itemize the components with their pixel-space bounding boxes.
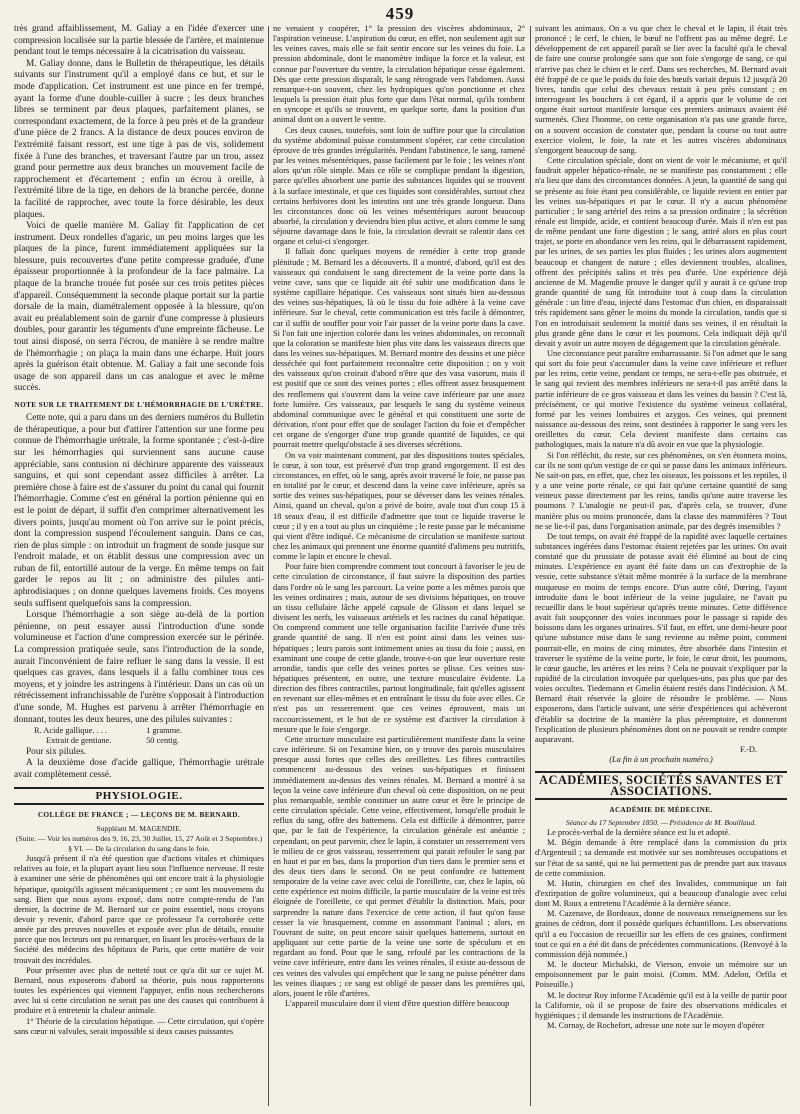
paragraph: Cette note, qui a paru dans un des derniers numéros du Bulletin de thérapeutique, a pour but d'attirer l'attention sur une forme peu connue de l'hémorrhagie urétrale, la forme spontanée ; c'est-à-dire sur les hémorrhagies qui surviennent sans aucune cause appréciable, sans contusion ni déchirure apparente des vaisseaux sanguins, et qui sont cependant assez difficiles à arrêter. La première chose à faire est de s'assurer du point du canal qui fournit l'hémorrhagie. Comme c'est en général la portion pénienne qui en est le point de départ, il suffit d'en comprimer alternativement les divers points, jusqu'au moment où l'on arrive sur le point précis, dont la compression suspend l'écoulement sanguin. Dans ce cas, rien de plus simple : on introduit un fragment de sonde jusque sur l'endroit malade, et on établit dessus une compression avec un ruban de fil, entortillé autour de la verge. En même temps on fait garder le repos au lit ; on administre des pilules anti-aphrodisiaques ; on donne quelques lavemens froids. Ces moyens seuls suffisent quelquefois sans la compression. [14, 413, 264, 609]
section-title-physiologie: PHYSIOLOGIE. [14, 787, 264, 805]
course-section: § VI. — De la circulation du sang dans le foie. [68, 843, 210, 853]
paragraph: M. Galiay donne, dans le Bulletin de thérapeutique, les détails suivants sur l'instrument qu'il a employé dans ce but, et sur le mode d'application. Cet instrument est une pince en fer trempé, ayant la forme d'une double-cuiller à sucre ; les deux branches libres se terminent par deux plaques, parfaitement planes, se correspondant exactement, de la force à peu près et de la grandeur d'une pièce de 2 francs. A la distance de deux pouces environ de l'extrémité faisant ressort, est une tige à pas de vis, solidement fixée à l'une des branches, et traversant l'autre par un trou, assez grand pour permettre aux deux branches un mouvement facile de rapprochement et d'écartement ; enfin un écrou à oreille, à l'extrémité libre de la tige, en dehors de la branche percée, donne la facilité de rapprocher, avec toute la force désirable, les deux plaques. [14, 58, 264, 220]
paragraph: Le procès-verbal de la dernière séance est lu et adopté. [547, 828, 731, 838]
column-2 [273, 24, 525, 1106]
paragraph: Pour présenter avec plus de netteté tout ce qu'a dit sur ce sujet M. Bernard, nous exposerons d'abord sa théorie, puis nous rapporterons toutes les expériences qui viennent l'appuyer, enfin nous rechercherons avec lui si cette circulation ne serait pas une des causes qui contribuent à produire et à entretenir la chaleur animale. [14, 965, 264, 1016]
paragraph: 1° Théorie de la circulation hépatique. — Cette circulation, qui s'opère sans cœur ni valvules, serait impossible si deux causes puissantes [14, 1016, 264, 1036]
paragraph: Pour faire bien comprendre comment tout concourt à favoriser le jeu de cette circulation de circonstance, il faut suivre la disposition des parties dans l'ordre où le sang les parcourt. La veine porte a les mêmes parois que les veines ordinaires ; mais, autour de ses divisions hépatiques, on trouve un tissu cellulaire lâche appelé capsule de Glisson et dans lequel se divisent les nerfs, les vaisseaux artériels et les racines du canal hépatique. On comprend comment une telle organisation facilite l'arrivée d'une très grande quantité de sang. Il n'en est point ainsi dans les veines sus-hépatiques ; leurs parois sont intimement unies au tissu du foie ; aussi, en examinant une coupe de cette glande, trouve-t-on que leur ouverture reste arrondie, tandis que celle des veines portes se plisse. Ces veines sus-hépatiques présentent, en outre, une texture musculaire évidente. La direction des fibres contractiles, partout longitudinale, fait qu'elles agissent en revenant sur elles-mêmes et en entraînant le tissu du foie avec elles. Ce n'est pas un resserrement que ces veines éprouvent, mais un raccourcissement, et le but de ce système est d'activer la circulation à mesure que le foie s'engorge. [273, 562, 525, 734]
paragraph: M. Cornay, de Rochefort, adresse une note sur le moyen d'opérer [547, 1021, 765, 1030]
paragraph: Jusqu'à présent il n'a été question que d'actions vitales et chimiques relatives au foie, et la plupart ayant lieu sous l'influence nerveuse. Il reste à examiner une série de phénomènes qui ont encore trait à la physiologie hépatique, quoiqu'ils agissent mécaniquement ; ce sont les mouvemens du sang. Bien que nous ayons exposé, dans notre compte-rendu de l'an dernier, la doctrine de M. Bernard sur ce point essentiel, nous croyons devoir y revenir, d'abord parce que ce professeur l'a corroborée cette année par des preuves nouvelles et exposée avec plus de détails, ensuite parce que nos lecteurs ont pu remarquer, en lisant les procès-verbaux de la Société des médecins des hôpitaux de Paris, que cette matière de voir trouvait des incrédules. [14, 854, 264, 965]
paragraph: Cette structure musculaire est particulièrement manifeste dans la veine cave inférieure. Si on l'examine bien, on y trouve des parois musculaires presque aussi fortes que celles des oreillettes. Les fibres contractiles commencent au-dessous des veines sus-hépatiques et finissent immédiatement au-dessus des veines rénales. M. Bernard a montré à sa leçon la veine cave inférieure d'un cheval où cette disposition, on ne peut plus remarquable, semble constituer un autre cœur et être le principe de cette circulation spéciale. Cette veine, effectivement, lorsqu'elle produit le reflux du sang, offre des battemens. Cela est difficile à démontrer, parce que, par le fait de l'expérience, la circulation générale est anéantie ; cependant, on peut parvenir, chez le lapin, à constater un resserrement vers le milieu de ce gros vaisseau, resserrement qui parait refouler le sang par en haut et par en bas, dans la proportion d'un tiers dans le premier sens et des deux tiers dans le second. On ne peut confondre ce battement temporaire de la veine cave avec celui de l'oreillette, car, chez le lapin, où cette expérience est moins difficile, la partie musculaire de la veine est très éloignée de l'oreillette, ce qui permet d'établir la distinction. Mais, pour surprendre la nature dans l'exercice de cette action, il faut qu'on fasse cesser la vie brusquement, comme en assommant l'animal ; alors, en l'ouvrant de suite, on peut encore saisir quelques battemens, surtout en appliquant sur cette partie de la veine une sorte de spéculum et en regardant au fond. Pour que le sang, refoulé par les contractions de la veine cave inférieure, entre dans les veines rénales, il existe au-dessous de ces veines des valvules qui empêchent que le sang ne puisse pénétrer dans les veines iliaques ; ce sang est obligé de passer dans les premières qui, alors, jouent le rôle d'artères. [273, 734, 525, 998]
recipe-ingredient: R. Acide gallique. . . . [34, 726, 108, 736]
paragraph: L'appareil musculaire dont il vient d'être question diffère beaucoup [285, 999, 510, 1008]
paragraph: Ces deux causes, toutefois, sont loin de suffire pour que la circulation du système abdominal puisse constamment s'opérer, car cette circulation éprouve de très grandes irrégularités. Pendant l'abstinence, le sang, ramené par les veines mésentériques, passe facilement par le foie ; les veines n'ont alors qu'un rôle simple. Mais ce rôle se complique pendant la digestion, parce qu'elles absorbent une partie des substances liquides qui se trouvent à la surface intestinale, et que ces liquides sont considérables, surtout chez certains herbivores dont les intestins ont une très grande longueur. Dans les circonstances donc où les veines mésentériques auront beaucoup absorbé, la circulation y deviendra bien plus active, et alors comme le sang séjourne davantage dans le foie, la circulation devrait se ralentir dans cet organe et celui-ci s'engorger. [273, 125, 525, 247]
paragraph: Si l'on réfléchit, du reste, sur ces phénomènes, on s'en étonnera moins, car ils ne sont qu'un vestige de ce qui se passe dans les animaux inférieurs. Ne sait-on pas, en effet, que, chez les oiseaux, les poissons et les reptiles, il y a une veine porte rénale, ce qui fait qu'une certaine quantité de sang veineux passe directement par les reins, tandis qu'une autre traverse les poumons ? L'analogie ne peut-il pas, d'après cela, se trouver, d'une manière plus ou moins prononcée, dans la classe des mammifères ? Tout ne se lie-t-il pas, dans l'organisation animale, par des degrés insensibles ? [535, 450, 787, 531]
course-suite-note: (Suite. — Voir les numéros des 9, 16, 23, 30 Juillet, 15, 27 Août et 3 Septembre.) [15, 833, 263, 843]
paragraph: M. Cazenave, de Bordeaux, donne de nouveaux renseignemens sur les graines de cédron, dont il possède quelques échantillons. Les observations qu'il a eu l'occasion de recueillir sur les effets de ces graines, confirment tout ce qui en a été dit dans de précédentes communications. (Renvoyé à la commission déjà nommée.) [535, 909, 787, 959]
recipe-line [14, 736, 264, 746]
paragraph: Cette circulation spéciale, dont on vient de voir le mécanisme, et qu'il faudrait appeler hépatico-rénale, ne se manifeste pas constamment ; elle n'a lieu que dans des circonstances données. A jeun, la quantité de sang qui se présente au foie étant peu considérable, ce liquide revient en entier par les veines sus-hépatiques et par le cœur. Il n'y a aucun phénomène particulier ; le sang artériel des reins a sa pression ordinaire ; la sécrétion rénale est limpide, acide, et contient beaucoup d'urée. Mais il n'en est pas de même pendant une forte digestion ; le sang, attiré alors en plus court trajet, se porte en abondance vers les reins, qui le débarrassent rapidement, par les urines, de ses parties les plus fluides ; les urines alors augmentent beaucoup et changent de nature ; elles deviennent troubles, alcalines, offrent des précipités salins et très peu d'urée. Une expérience déjà ancienne de M. Magendie prouve le danger qu'il y aurait à ce qu'une trop grande quantité de sang fût introduite tout à coup dans la circulation générale : un litre d'eau, injecté dans l'estomac d'un chien, en disparaissait très rapidement sans gêner le moins du monde la circulation, tandis que si l'on en introduisait seulement la moitié dans ses veines, il en résultait la plus grande gêne dans le cœur et les poumons. Cela indiquait déjà qu'il devait y avoir un autre moyen de dégagement que la circulation générale. [535, 156, 787, 348]
paragraph: très grand affaiblissement, M. Galiay a en l'idée d'exercer une compression localisée sur la partie blessée de l'artère, et maintenue pendant tout le temps nécessaire à la cicatrisation du vaisseau. [14, 24, 264, 58]
paragraph: A la deuxième dose d'acide gallique, l'hémorrhagie urétrale avait complètement cessé. [14, 758, 264, 780]
paragraph: De tout temps, on avait été frappé de la rapidité avec laquelle certaines substances ingérées dans l'estomac étaient rejetées par les urines. On avait constaté que du prussiate de potasse avait été éliminé au bout de cinq minutes. L'expérience en ayant été faite dans un cas d'extrophie de la vessie, cette substance s'était même montrée à la surface de la membrane muqueuse en moins de temps encore. D'un autre côté, Dœring, l'ayant introduite dans le bout inférieur de la veine jugulaire, ne l'avait pu recueillir dans le bout supérieur qu'après trente minutes. Cette différence avait fait soupçonner des voies inconnues pour le passage si rapide des boissons dans les organes urinaires. S'il faut, en effet, une demi-heure pour qu'une substance mise dans le sang revienne au même point, comment pourrait-elle, en moins de cinq minutes, être absorbée dans l'intestin et traverser le système de la veine porte, le foie, le cœur droit, les poumons, le cœur gauche, les artères et les reins ? Cela ne pouvait s'expliquer par la rapidité de la circulation invoquée par quelques-uns, pas plus que par des voies occultes. Tiedemann et Gmelin étaient restés dans l'indécision. A M. Bernard était réservée la gloire de résoudre le problème. — Nous exposerons, dans l'article suivant, une série d'expériences qui achèveront d'établir sa doctrine de la manière la plus péremptoire, et donneront l'explication de plusieurs phénomènes dont on ne pouvait se rendre compte auparavant. [535, 531, 787, 744]
paragraph: ne venaient y coopérer, 1° la pression des viscères abdominaux, 2° l'aspiration veineuse. L'aspiration du cœur, en effet, non seulement agit sur les veines caves, mais elle se fait sentir encore sur les veines du foie. La pression abdominale, dont le manomètre indique la force et la valeur, est connue par l'ouverture du ventre, la circulation hépatique cesse également. Dès que cette pression disparaît, le sang rétrograde vers l'abdomen. Aussi remarque-t-on souvent, chez les hydropiques qu'on ponctionne et chez lesquels la pression était plus forte que dans l'état normal, qu'ils tombent en syncope et qu'ils se trouvent, en quelque sorte, dans la position d'un animal dont on a ouvert le ventre. [273, 24, 525, 125]
column-1 [14, 24, 264, 1106]
paragraph: M. Bégin demande à être remplacé dans la commission du prix d'Argenteuil ; sa demande est motivée sur ses nombreuses occupations et sur l'état de sa santé, qui ne lui permettent pas de prendre part aux travaux de cette commission. [535, 838, 787, 878]
note-title: NOTE SUR LE TRAITEMENT DE L'HÉMORRHAGIE DE L'URÈTRE. [14, 401, 264, 409]
recipe-tail: Pour six pilules. [26, 746, 87, 757]
recipe-quantity: 50 centig. [146, 736, 180, 746]
author-signature: F.-D. [739, 745, 757, 755]
to-be-continued: (La fin à un prochain numéro.) [609, 755, 713, 765]
paragraph: M. le docteur Michalski, de Vierson, envoie un mémoire sur un empoisonnement par le pain moisi. (Comm. MM. Adelon, Orfila et Poiseuille.) [535, 960, 787, 990]
page-number: 459 [385, 4, 415, 23]
recipe-quantity: 1 gramme. [146, 726, 182, 736]
paragraph: Il fallait donc quelques moyens de remédier à cette trop grande plénitude ; M. Bernard les a découverts. Il a montré, d'abord, qu'il est des vaisseaux qui conduisent le sang directement de la veine porte dans la veine cave, sans que ce liquide ait été subir une modification dans le système capillaire hépatique. Ces vaisseaux sont situés bien au-dessous des veines sus-hépatiques, là où le tissu du foie adhère à la veine cave inférieure. Sur le cheval, cette communication est très facile à démontrer, car il suffit de souffler pour voir l'air passer de la veine porte dans la cave. Si l'on fait une injection colorée dans les veines abdominales, on reconnaît que la coloration se manifeste bien plus vite dans les vaisseaux directs que dans les veines sus-hépatiques. M. Bernard montre des dessins et une pièce desséchée qui font parfaitement reconnaître cette disposition ; on y voit des vaisseaux qu'on croirait d'abord n'être que des vasa vasorum, mais il est positif que ce sont des veines portes ; elles offrent assez brusquement des renflemens qui s'ouvrent dans la veine cave inférieure par une assez forte lumière. Ces vaisseaux, par lesquels le sang du système veineux abdominal communique avec le général et qui constituent une sorte de dérivation, n'ont pour effet que de soulager l'action du foie et d'empêcher cet organe de s'engorger d'une trop grande quantité de liquides, ce qui pourrait mettre quelqu'obstacle à ses diverses sécrétions. [273, 247, 525, 450]
paragraph: M. le docteur Roy informe l'Académie qu'il est à la veille de partir pour la Californie, où il se propose de faire des observations médicales et hygiéniques ; il demande les instructions de l'Académie. [535, 990, 787, 1020]
column-divider [530, 26, 531, 1106]
academy-name: ACADÉMIE DE MÉDECINE. [609, 805, 713, 814]
column-3 [535, 24, 787, 1106]
paragraph: suivant les animaux. On a vu que chez le cheval et le lapin, il était très prononcé ; le cerf, le chien, le bœuf ne l'offrent pas au même degré. Le développement de cet appareil paraît se lier avec la faculté qu'a le cheval de faire une course prolongée sans que son foie s'engorge de sang, ce qui n'arrive pas chez le chien et le cerf. Dans ses recherches, M. Bernard avait été frappé de ce que le poids du foie des bœufs variait depuis 12 jusqu'à 20 livres, tandis que celui des chevaux restait à peu près constant ; en interrogeant les bouchers à cet égard, il a appris que le volume de cet organe était surtout manifeste lorsque ces premiers animaux avaient été surmenés. Chez l'homme, on cette organisation n'a pas une grande force, on a souvent occasion de constater que, pendant la course ou tout autre exercice violent, le foie, la rate et les autres viscères abdominaux s'engorgent beaucoup de sang. [535, 24, 787, 155]
course-subtitle: Suppléant M. MAGENDIE. [96, 823, 182, 833]
paragraph: Voici de quelle manière M. Galiay fit l'application de cet instrument. Deux rondelles d'agaric, un peu moins larges que les plaques de la pince, furent immédiatement appliquées sur la blessure, puis recouvertes d'une petite compresse graduée, d'une épaisseur proportionnée à la profondeur de la face palmaire. La plaque de la branche trouée fut posée sur ces trois petites pièces d'appareil. Conséquemment la seconde plaque portait sur la partie dorsale de la main, diamétralement opposée à la blessure, qu'on avait eu préalablement soin de garnir d'une compresse à plusieurs doubles, pour garantir les téguments d'une empreinte fâcheuse. Le tout ainsi disposé, on serra l'écrou, de manière à se rendre maître de l'hémorrhagie ; on plaça la main dans une écharpe. Huit jours après la guérison était obtenue. M. Galiay a fait une seconde fois usage de son appareil dans un cas analogue et avec le même succès. [14, 221, 264, 394]
paragraph: Lorsque l'hémorrhagie a son siège au-delà de la portion pénienne, on peut essayer aussi l'introduction d'une sonde volumineuse et l'action d'une compression exercée sur le périnée. La compression pratiquée seule, sans l'introduction de la sonde, aurait l'inconvénient de faire refluer le sang dans la vessie. Il est quelques cas graves, dans lesquels il a fallu combiner tous ces moyens, et y joindre les astringens à l'intérieur. Dans un cas où un rétrécissement infranchissable de l'urètre s'opposait à l'introduction d'une sonde, M. Hughes est parvenu à arrêter l'hémorrhagie en donnant, toutes les deux heures, une des pilules suivantes : [14, 610, 264, 725]
paragraph: Une circonstance peut paraître embarrassante. Si l'on admet que le sang qui sort du foie peut s'accumuler dans la veine cave inférieure et refluer par les reins, cette veine, pendant ce temps, ne sera-t-elle pas obstruée, et le sang qui revient des membres inférieurs ne sera-t-il pas arrêté dans la partie inférieure de ce gros vaisseau et dans les veines du bassin ? C'est là, précisément, ce qui motive l'existence du système veineux collatéral, formé par les veines lombaires et azygos. Ces veines, qui prennent naissance au-dessous des reins, sont destinées à rapporter le sang vers les oreillettes du cœur. Cela devient manifeste dans certains cas pathologiques, mais la nature n'a dû avoir en vue que la physiologie. [535, 349, 787, 450]
recipe-ingredient: Extrait de gentiane. [46, 736, 112, 746]
paragraph: On va voir maintenant comment, par des dispositions toutes spéciales, le cœur, à son tour, est préservé d'un trop grand engorgement. Il est des circonstances, en effet, où le sang, après avoir traversé le foie, ne passe pas en totalité par le cœur, et descend dans la veine cave inférieure, après sa sortie des veines sus-hépatiques, pour se déverser dans les veines rénales. Ainsi, quand un cheval, qu'on a privé de boire, avale tout d'un coup 15 à 18 seaux d'eau, il est difficile d'admettre que tout ce liquide traverse le cœur ; il y en a tout au plus un cinquième ; le reste passe par le mécanisme qui vient d'être indiqué. Ce mécanisme de circulation se manifeste surtout chez les animaux qui prennent une énorme quantité d'alimens peu nutritifs, comme le lapin et encore le cheval. [273, 450, 525, 562]
session-line: Séance du 17 Septembre 1850. — Présidence de M. Bouillaud. [565, 817, 757, 827]
section-title-academies: ACADÉMIES, SOCIÉTÉS SAVANTES ET ASSOCIATIONS. [535, 771, 787, 799]
column-divider [268, 26, 269, 1106]
recipe-line [14, 726, 264, 736]
paragraph: M. Hutin, chirurgien en chef des Invalides, communique un fait d'extirpation de goître volumineux, qui a beaucoup d'analogie avec celui dont M. Roux a entretenu l'Académie à la dernière séance. [535, 878, 787, 909]
course-title: COLLÈGE DE FRANCE ; — LEÇONS DE M. BERNARD. [37, 811, 241, 820]
